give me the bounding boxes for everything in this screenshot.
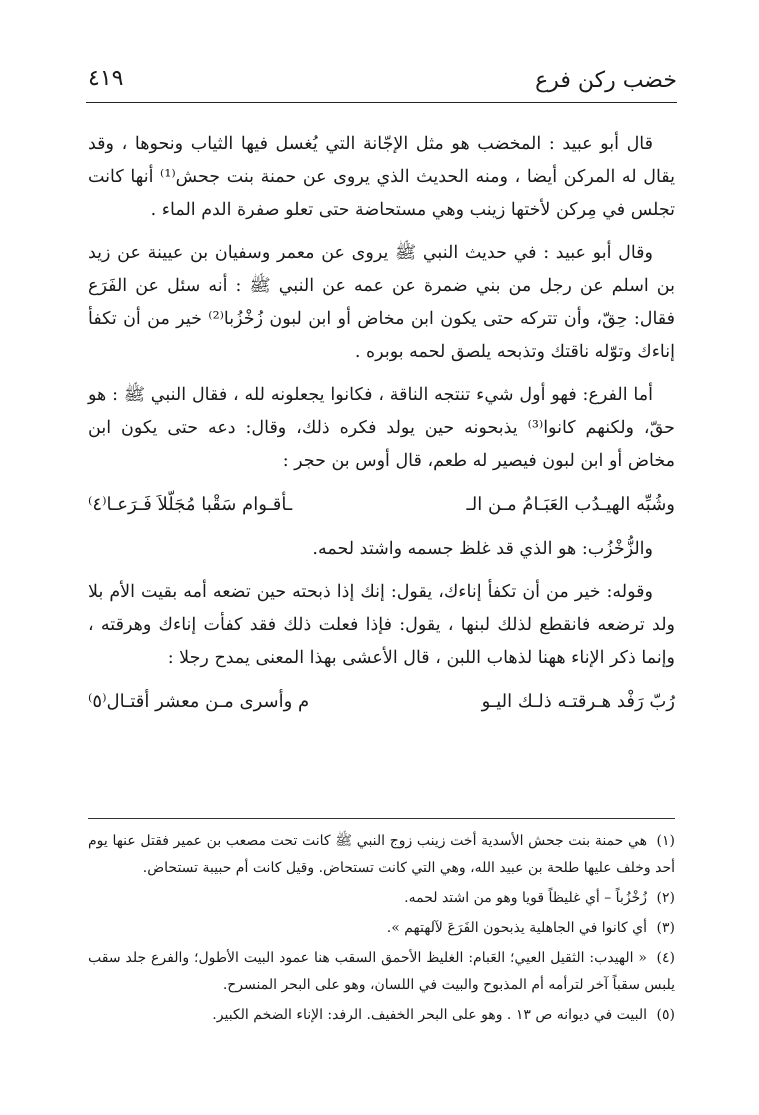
- header-divider: [86, 102, 677, 103]
- footnote-number: (٢): [656, 890, 675, 906]
- verse-hemistich-second: م وأسرى مـن معشر أقتـال⁽٥⁾: [88, 691, 310, 712]
- paragraph-zukhzub: والزُّخْزُب: هو الذي قد غلظ جسمه واشتد لحمه.: [312, 539, 653, 559]
- paragraph-fara: أما الفرع: فهو أول شيء تنتجه الناقة ، فكانوا يجعلونه لله ، فقال النبي ﷺ : هو حقّ، ولكنهم كانوا⁽³⁾ يذبحونه حين يولد فكره ذلك، وقال: دعه حتى يكون ابن مخاض أو ابن لبون فيصير له طعم، قال أوس بن حجر :: [88, 385, 675, 471]
- footnote: [88, 828, 675, 882]
- footnote-text: « الهيدب: الثقيل العيي؛ العَبام: الغليظ الأحمق السقب هنا عمود البيت الأطول؛ والفرع جلد سقب يلبس سقباً آخر لترأمه أم المذبوح والبيت في اللسان، وهو على البحر المنسرح.: [88, 950, 675, 993]
- footnote-text: البيت في ديوانه ص ١٣ . وهو على البحر الخفيف. الرفد: الإناء الضخم الكبير.: [212, 1007, 647, 1023]
- footnote-text: هي حمنة بنت جحش الأسدية أخت زينب زوج النبي ﷺ كانت تحت مصعب بن عمير فقتل عنها يوم أحد وخلف عليها طلحة بن عبيد الله، وهي التي كانت تستحاض. وقيل كانت أم حبيبة تستحاض.: [88, 833, 675, 876]
- paragraph-qawluhu: وقوله: خير من أن تكفأ إناءك، يقول: إنك إذا ذبحته حين تضعه أمه بقيت الأم بلا ولد ترضعه فانقطع لذلك لبنها ، يقول: فإذا فعلت ذلك فقد كفأت إناءك وهرقته ، وإنما ذكر الإناء ههنا لذهاب اللبن ، قال الأعشى بهذا المعنى يمدح رجلا :: [88, 582, 675, 668]
- footnote: [88, 1002, 675, 1029]
- footnote: [88, 885, 675, 912]
- footnote-number: (٤): [656, 950, 675, 966]
- verse-hemistich-second: ـأقـوام سَقْبا مُجَلّلاَ فَـرَعـا⁽٤⁾: [88, 494, 293, 515]
- footnote-number: (١): [656, 833, 675, 849]
- paragraph-mikhdab: قال أبو عبيد : المخضب هو مثل الإجّانة التي يُغسل فيها الثياب ونحوها ، وقد يقال له المركن أيضا ، ومنه الحديث الذي يروى عن حمنة بنت جحش⁽¹⁾ أنها كانت تجلس في مِركن لأختها زينب وهي مستحاضة حتى تعلو صفرة الدم الماء .: [88, 134, 675, 220]
- footnote-divider: [88, 818, 675, 819]
- footnote: [88, 915, 675, 942]
- footnote-number: (٥): [656, 1007, 675, 1023]
- footnote: [88, 945, 675, 999]
- verse-hemistich-first: رُبّ رَفْد هـرقتـه ذلـك اليـو: [481, 691, 675, 712]
- verse-asha: [88, 685, 675, 718]
- main-text: [88, 128, 675, 730]
- footnote-text: أي كانوا في الجاهلية يذبحون الفَرَعَ لآلهتهم ».: [386, 920, 647, 936]
- verse-hemistich-first: وشُبِّه الهيـدُب العَبَـامُ مـن الـ: [466, 494, 675, 515]
- footnotes: [88, 828, 675, 1032]
- paragraph-hadith: وقال أبو عبيد : في حديث النبي ﷺ يروى عن معمر وسفيان بن عيينة عن زيد بن اسلم عن رجل من بني ضمرة عن عمه عن النبي ﷺ : أنه سئل عن الفَرَع فقال: حِقّ، وأن تتركه حتى يكون ابن مخاض أو ابن لبون زُخْزُبا⁽²⁾ خير من أن تكفأ إناءك وتوّله ناقتك وتذبحه يلصق لحمه بوبره .: [88, 243, 675, 362]
- footnote-text: زُخْزُباً – أي غليظاً قويا وهو من اشتد لحمه.: [404, 890, 647, 906]
- page-number: ٤١٩: [88, 66, 124, 91]
- footnote-number: (٣): [656, 920, 675, 936]
- verse-aws: [88, 488, 675, 521]
- page-header-title: خضب ركن فرع: [535, 68, 677, 93]
